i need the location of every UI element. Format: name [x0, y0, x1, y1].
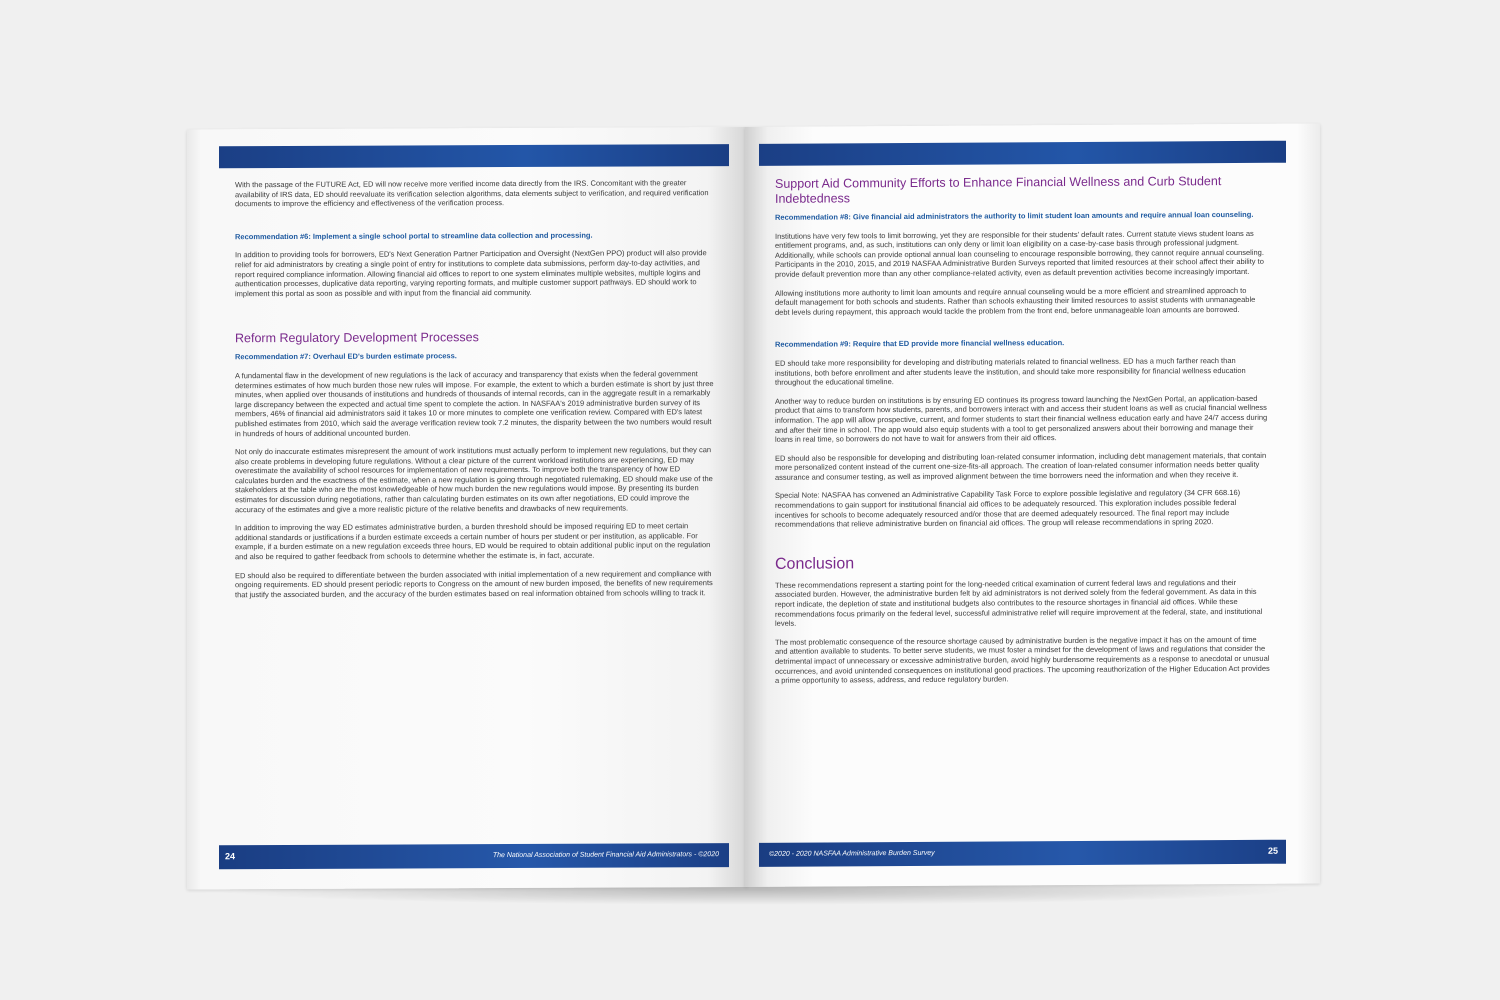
special-note: Special Note: NASFAA has convened an Administrative Capability Task Force to explore possible legislative and regulatory (34 CFR 668.16) recommendations to gain support for institutional financial aid offices to be adequately resourced. This exploration includes possible federal incentives for schools to become adequately resourced and/or those that are deemed adequately resourced. The final report may include recommendations that relieve administrative burden on financial aid offices. The group will release recommendations in spring 2020.	[775, 488, 1241, 530]
recommendation-7-paragraph-4: ED should also be required to differentiate between the burden associated with initial implementation of a new requirement and compliance with ongoing requirements. ED should present periodic reports to Congress on the amount of new burden imposed, the benefits of new requirements that justify the associated burden, and the accuracy of the burden estimates based on real information obtained from schools willing to track it.	[235, 568, 713, 600]
section-title-financial-wellness: Support Aid Community Efforts to Enhance Financial Wellness and Curb Student Indebtedness	[775, 174, 1222, 206]
recommendation-8-title: Recommendation #8: Give financial aid administrators the authority to limit student loan amounts and require annual loan counseling.	[775, 209, 1254, 222]
recommendation-8-paragraph-2: Allowing institutions more authority to limit loan amounts and require annual counseling would be a more efficient and streamlined approach to default management for both schools and students. Rather than schools exhausting their limited resources to assist students with unmanageable debt levels during repayment, this approach would tackle the problem from the front end, before unmanageable loan amounts are borrowed.	[775, 285, 1256, 317]
recommendation-8-paragraph-1: Institutions have very few tools to limit borrowing, yet they are responsible for their students' default rates. Current statute views student loans as entitlement programs, and, as such, institutions can only deny or limit loan eligibility on a case-by-case basis through professional judgment. Additionally, while schools can provide optional annual loan counseling to encourage responsible borrowing, they cannot require annual counseling. Participants in the 2010, 2015, and 2019 NASFAA Administrative Burden Surveys reported that limited resources at their school affect their ability to provide default prevention more than any other compliance-related activity, even as default prevention activities become increasingly important.	[775, 228, 1264, 279]
right-page	[745, 123, 1320, 887]
open-book-spread	[187, 127, 1320, 887]
right-footer-band	[759, 840, 1286, 867]
recommendation-7-paragraph-3: In addition to improving the way ED estimates administrative burden, a burden threshold should be imposed requiring ED to meet certain additional standards or justifications if a burden estimate exceeds a certain number of hours per student or per institution, as applicable. For example, if a burden estimate on a new regulation exceeds three hours, ED would be required to obtain additional public input on the regulation and also be required to gather feedback from schools to determine whether the estimate is, in fact, accurate.	[235, 521, 711, 562]
right-header-band	[759, 141, 1286, 166]
recommendation-9-title: Recommendation #9: Require that ED provide more financial wellness education.	[775, 338, 1065, 350]
recommendation-6-title: Recommendation #6: Implement a single school portal to streamline data collection and processing.	[235, 230, 593, 242]
left-header-band	[219, 144, 729, 168]
left-page	[187, 127, 747, 889]
conclusion-paragraph-2: The most problematic consequence of the resource shortage caused by administrative burden is the negative impact it has on the amount of time and attention available to students. To better serve students, we must foster a mindset for the development of laws and regulations that consider the detrimental impact of unnecessary or excessive administrative burden, avoid highly burdensome requirements as a response to anecdotal or unusual occurrences, and avoid unintended consequences on institutional good practices. The upcoming reauthorization of the Higher Education Act provides a prime opportunity to assess, address, and reduce regulatory burden.	[775, 634, 1270, 686]
recommendation-6-body: In addition to providing tools for borrowers, ED's Next Generation Partner Participation and Oversight (NextGen PPO) product will also provide relief for aid administrators by creating a single point of entry for institutions to complete data submissions, perform day-to-day activities, and report required compliance information. Allowing financial aid offices to report to one system eliminates multiple websites, multiple logins and authentication processes, duplicative data reporting, varying reporting formats, and multiple customer support pathways. ED should work to implement this portal as soon as possible and with input from the financial aid community.	[235, 248, 707, 298]
left-footer-text: The National Association of Student Financial Aid Administrators - ©2020	[492, 851, 719, 860]
right-page-content	[775, 174, 1270, 695]
recommendation-7-paragraph-2: Not only do inaccurate estimates misrepresent the amount of work institutions must actually perform to implement new regulations, but they can also create problems in developing future regulations. Without a clear picture of the current workload institutions are experiencing, ED may overestimate the availability of school resources for implementation of new requirements. To improve both the transparency of how ED calculates burden and the exactness of the estimate, when a new regulation is going through negotiated rulemaking, ED should make use of the stakeholders at the table who are the most knowledgeable of how much burden the new regulations would impose. By presenting its burden estimates for discussion during negotiations, rather than calculating burden estimates on its own after negotiations, ED could improve the accuracy of the estimates and give a more realistic picture of the relative benefits and drawbacks of new requirements.	[235, 445, 713, 514]
page-number-left: 24	[225, 851, 236, 862]
recommendation-7-title: Recommendation #7: Overhaul ED's burden estimate process.	[235, 351, 457, 362]
recommendation-9-paragraph-1: ED should take more responsibility for developing and distributing materials related to financial wellness. ED has a much farther reach than institutions, both before enrollment and after students leave the institution, and should take more responsibility for financial wellness education throughout the educational timeline.	[775, 355, 1246, 387]
right-footer-text: ©2020 - 2020 NASFAA Administrative Burden Survey	[769, 849, 935, 858]
intro-paragraph: With the passage of the FUTURE Act, ED will now receive more verified income data directly from the IRS. Concomitant with the greater availability of IRS data, ED should reevaluate its verification selection algorithms, data elements subject to verification, and required verification documents to improve the efficiency and effectiveness of the verification process.	[235, 178, 709, 209]
section-title-reform: Reform Regulatory Development Processes	[235, 330, 479, 346]
page-number-right: 25	[1267, 845, 1278, 856]
spacer	[235, 305, 715, 331]
left-footer-band	[219, 843, 729, 869]
conclusion-paragraph-1: These recommendations represent a starting point for the long-needed critical examination of current federal laws and regulations and their associated burden. However, the administrative burden felt by aid administrators is not derived solely from the federal government. As data in this report indicate, the depletion of state and institutional budgets also contributes to the resource shortages in financial aid offices. While these recommendations focus primarily on the federal level, successful administrative relief will require improvement at the federal, state, and institutional levels.	[775, 577, 1263, 629]
recommendation-9-paragraph-3: ED should also be responsible for developing and distributing loan-related consumer information, including debt management materials, that contain more personalized content instead of the current one-size-fits-all approach. The creation of loan-related consumer information needs better quality assurance and consumer testing, as well as improved alignment between the time borrowers need the information and when they receive it.	[775, 450, 1267, 482]
recommendation-9-paragraph-2: Another way to reduce burden on institutions is by ensuring ED continues its progress toward launching the NextGen Portal, an application-based product that aims to transform how students, parents, and borrowers interact with and access their student loans as well as crucial financial wellness information. The app will allow prospective, current, and former students to start their financial wellness education early and have 24/7 access during and after their time in school. The app would also equip students with a tool to get personalized answers about their borrowing and manage their loans in real time, so borrowers do not have to wait for answers from their aid offices.	[775, 393, 1268, 444]
recommendation-7-paragraph-1: A fundamental flaw in the development of new regulations is the lack of accuracy and transparency that exists when the federal government determines estimates of how much burden those new rules will impose. For example, the extent to which a burden estimate is short by just three minutes, when applied over thousands of institutions and hundreds of thousands of internal records, can in the aggregate result in a remarkably large discrepancy between the expected and actual time spent to complete the action. In NASFAA's 2019 administrative burden survey of its members, 46% of financial aid administrators said it takes 10 or more minutes to complete one verification review. Compared with ED's latest published estimates from 2010, which said the average verification review took 7.2 minutes, the disparity between the two numbers would result in hundreds of hours of additional uncounted burden.	[235, 369, 714, 438]
left-page-content	[235, 178, 715, 609]
conclusion-title: Conclusion	[775, 555, 855, 573]
